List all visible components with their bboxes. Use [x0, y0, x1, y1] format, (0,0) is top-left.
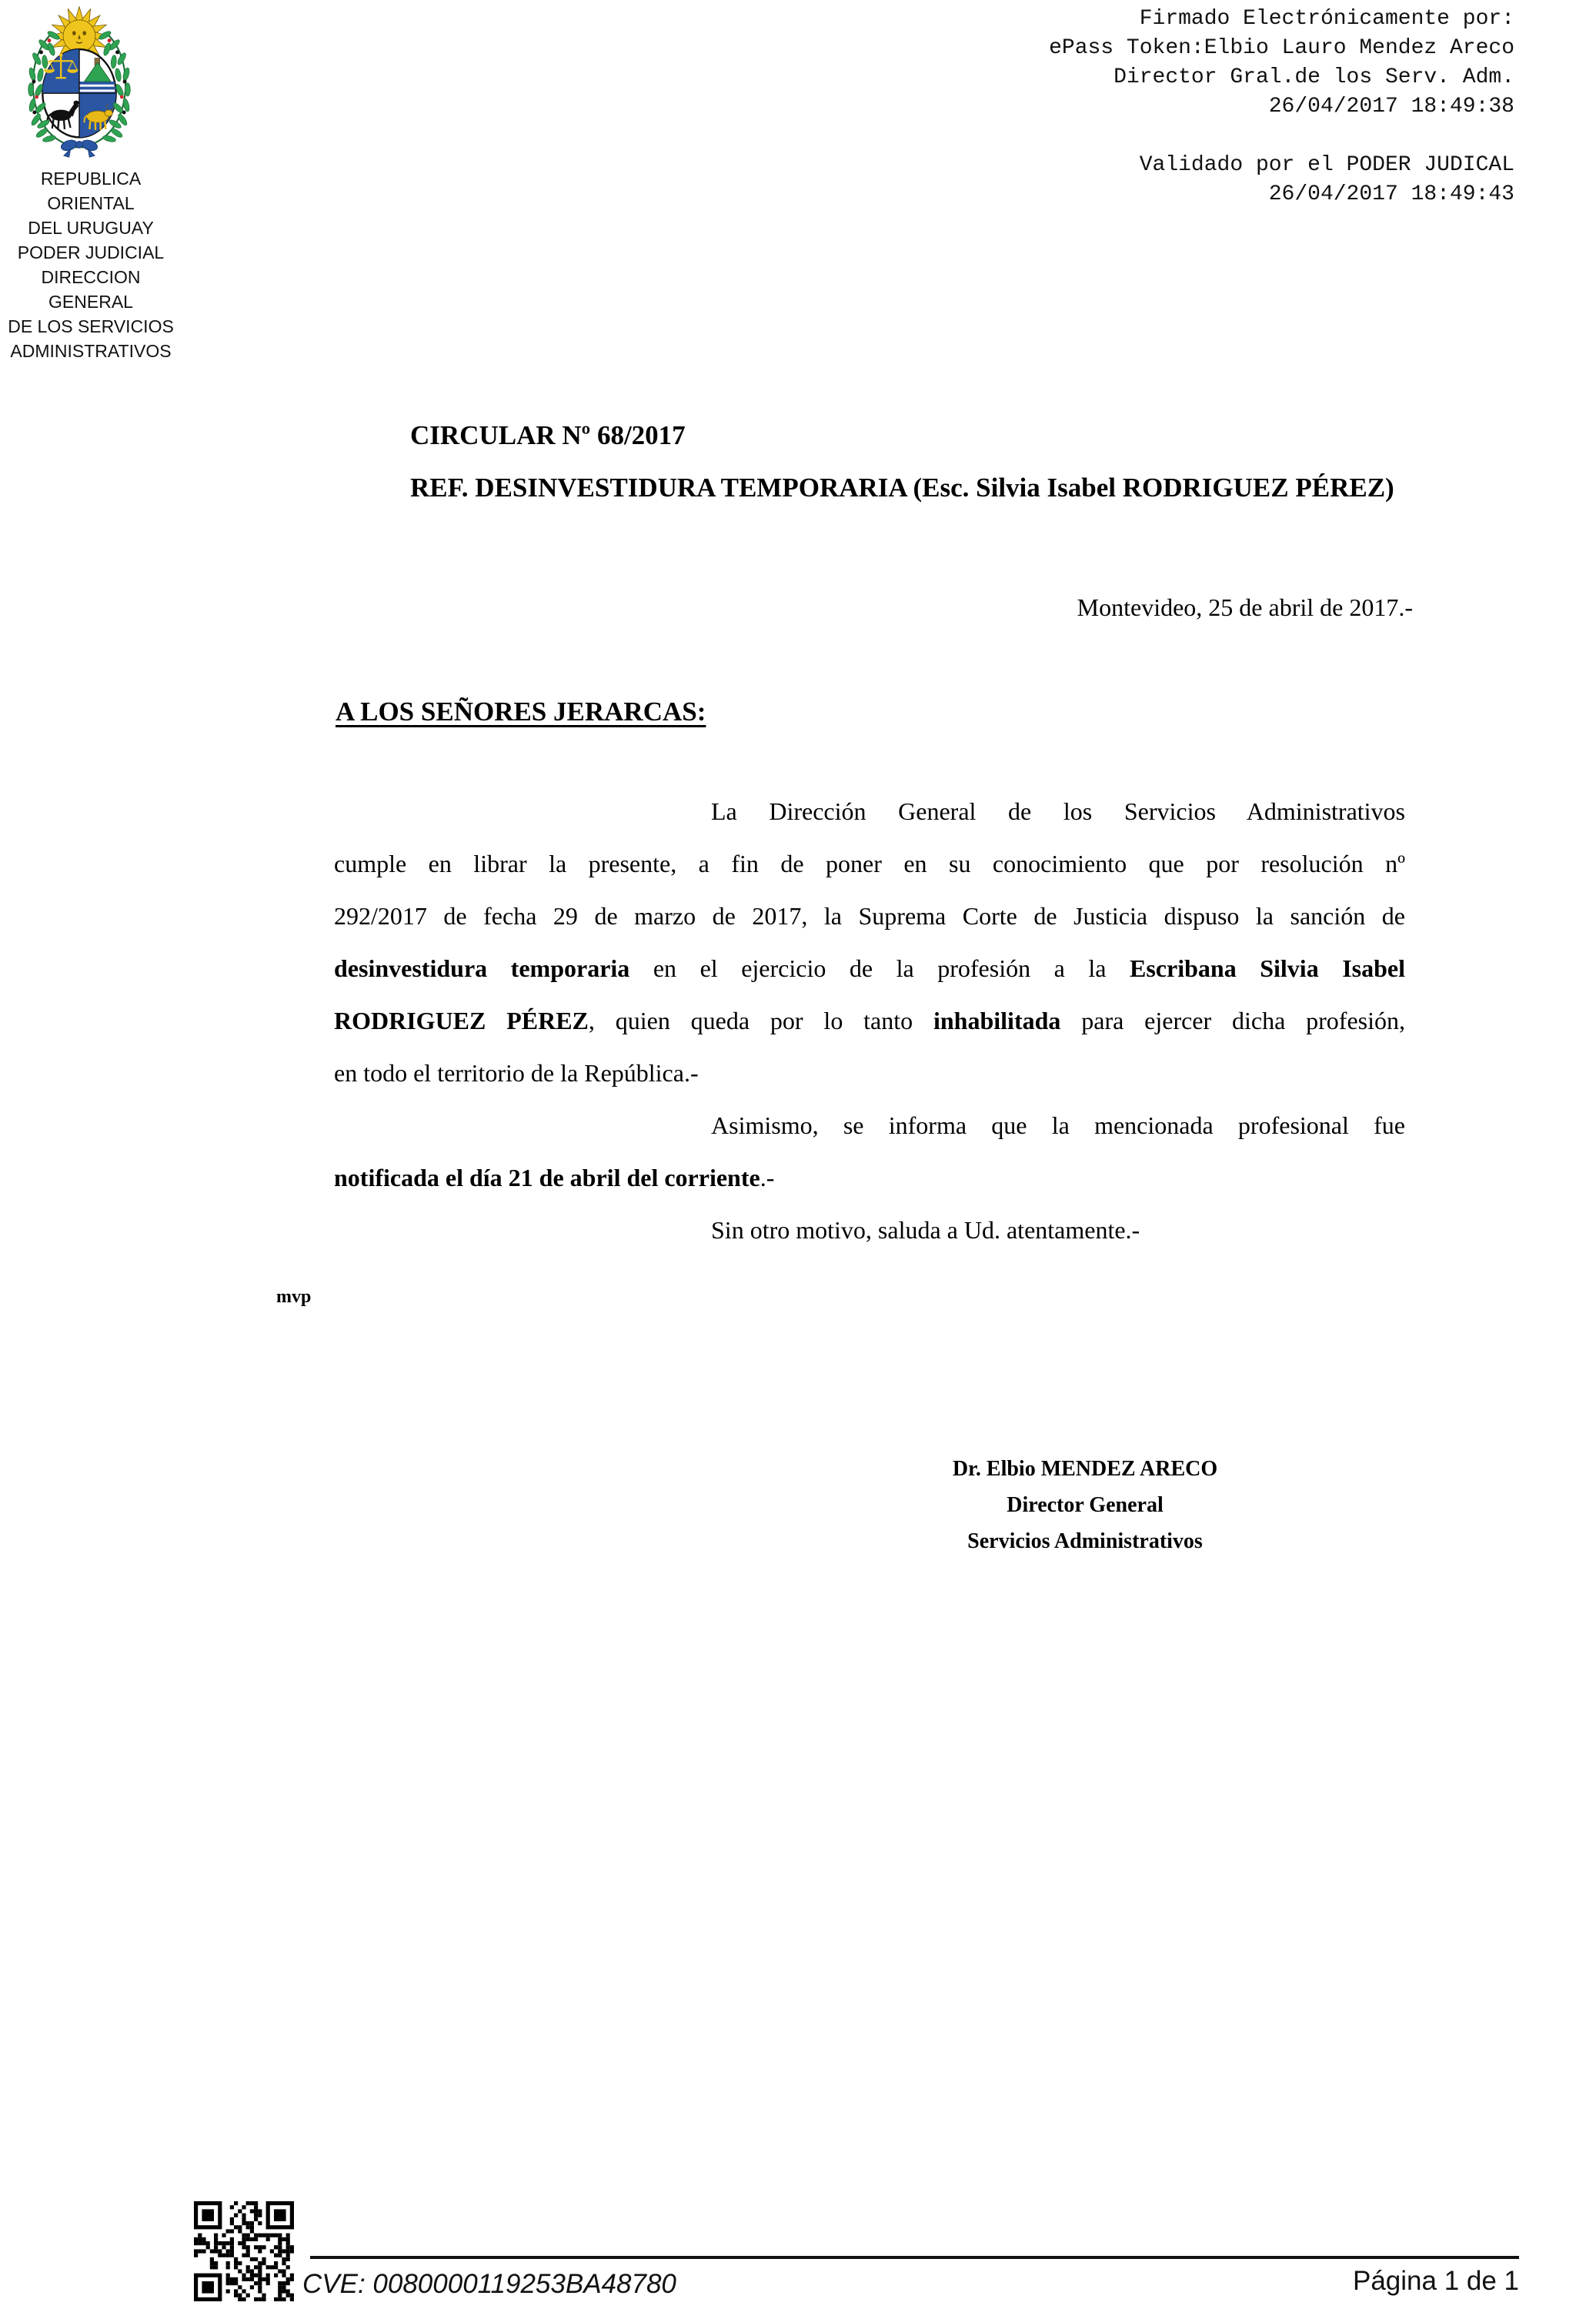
dateline: Montevideo, 25 de abril de 2017.- — [1077, 593, 1413, 621]
stamp-line: Validado por el PODER JUDICAL — [1139, 153, 1514, 177]
signer-name: Dr. Elbio MENDEZ ARECO — [952, 1457, 1218, 1481]
stamp-line: 26/04/2017 18:49:43 — [1268, 182, 1514, 206]
body-line: RODRIGUEZ PÉREZ, quien queda por lo tanto inhabilitada para ejercer dicha profesión, — [334, 1007, 1405, 1034]
stamp-line: 26/04/2017 18:49:38 — [1268, 95, 1514, 119]
stamp-signed-block — [1049, 5, 1514, 122]
division-line: ADMINISTRATIVOS — [10, 341, 172, 361]
division-line: DIRECCION GENERAL — [41, 267, 141, 312]
shield — [42, 49, 116, 137]
body-line: La Dirección General de los Servicios Administrativos — [711, 797, 1405, 825]
body-line: en todo el territorio de la República.- — [334, 1059, 699, 1087]
qr-code — [194, 2201, 294, 2301]
page-indicator: Página 1 de 1 — [1352, 2266, 1519, 2296]
salutation: A LOS SEÑORES JERARCAS: — [336, 697, 706, 727]
institution-line: DEL URUGUAY — [28, 218, 154, 238]
letter-body — [334, 785, 1405, 1256]
stamp-validated-block — [1049, 151, 1514, 209]
division-line: DE LOS SERVICIOS — [8, 316, 174, 336]
institution-line: PODER JUDICIAL — [17, 242, 165, 262]
stamp-line: Director Gral.de los Serv. Adm. — [1114, 65, 1514, 89]
uruguay-coat-of-arms-icon — [17, 2, 142, 160]
body-line: Sin otro motivo, saluda a Ud. atentamente.- — [711, 1216, 1140, 1244]
body-line: cumple en librar la presente, a fin de poner en su conocimiento que por resolución nº — [334, 850, 1405, 877]
signature-stamp — [1049, 5, 1514, 209]
stamp-line: Firmado Electrónicamente por: — [1139, 7, 1514, 31]
body-line: desinvestidura temporaria en el ejercicio de la profesión a la Escribana Silvia Isabel — [334, 954, 1406, 982]
circular-title: CIRCULAR Nº 68/2017 — [410, 420, 686, 450]
ribbon-icon — [60, 139, 98, 157]
institution-line: REPUBLICA ORIENTAL — [40, 169, 142, 213]
body-line: notificada el día 21 de abril del corriente.- — [334, 1164, 775, 1191]
signer-title: Director General — [1007, 1493, 1164, 1517]
title-block — [410, 409, 1394, 514]
typist-initials: mvp — [276, 1287, 312, 1307]
division-name — [0, 265, 182, 363]
body-line: 292/2017 de fecha 29 de marzo de 2017, la Suprema Corte de Justicia dispuso la sanción de — [334, 902, 1405, 930]
signer-block — [885, 1451, 1285, 1559]
stamp-line: ePass Token:Elbio Lauro Mendez Areco — [1049, 36, 1514, 60]
signer-office: Servicios Administrativos — [967, 1529, 1203, 1553]
footer-divider — [310, 2256, 1519, 2259]
body-line: Asimismo, se informa que la mencionada profesional fue — [711, 1111, 1405, 1139]
cve-code: CVE: 0080000119253BA48780 — [302, 2269, 676, 2299]
circular-subject: REF. DESINVESTIDURA TEMPORARIA (Esc. Silvia Isabel RODRIGUEZ PÉREZ) — [410, 473, 1394, 503]
institution-name — [0, 166, 182, 265]
stamp-gap — [1049, 122, 1514, 151]
